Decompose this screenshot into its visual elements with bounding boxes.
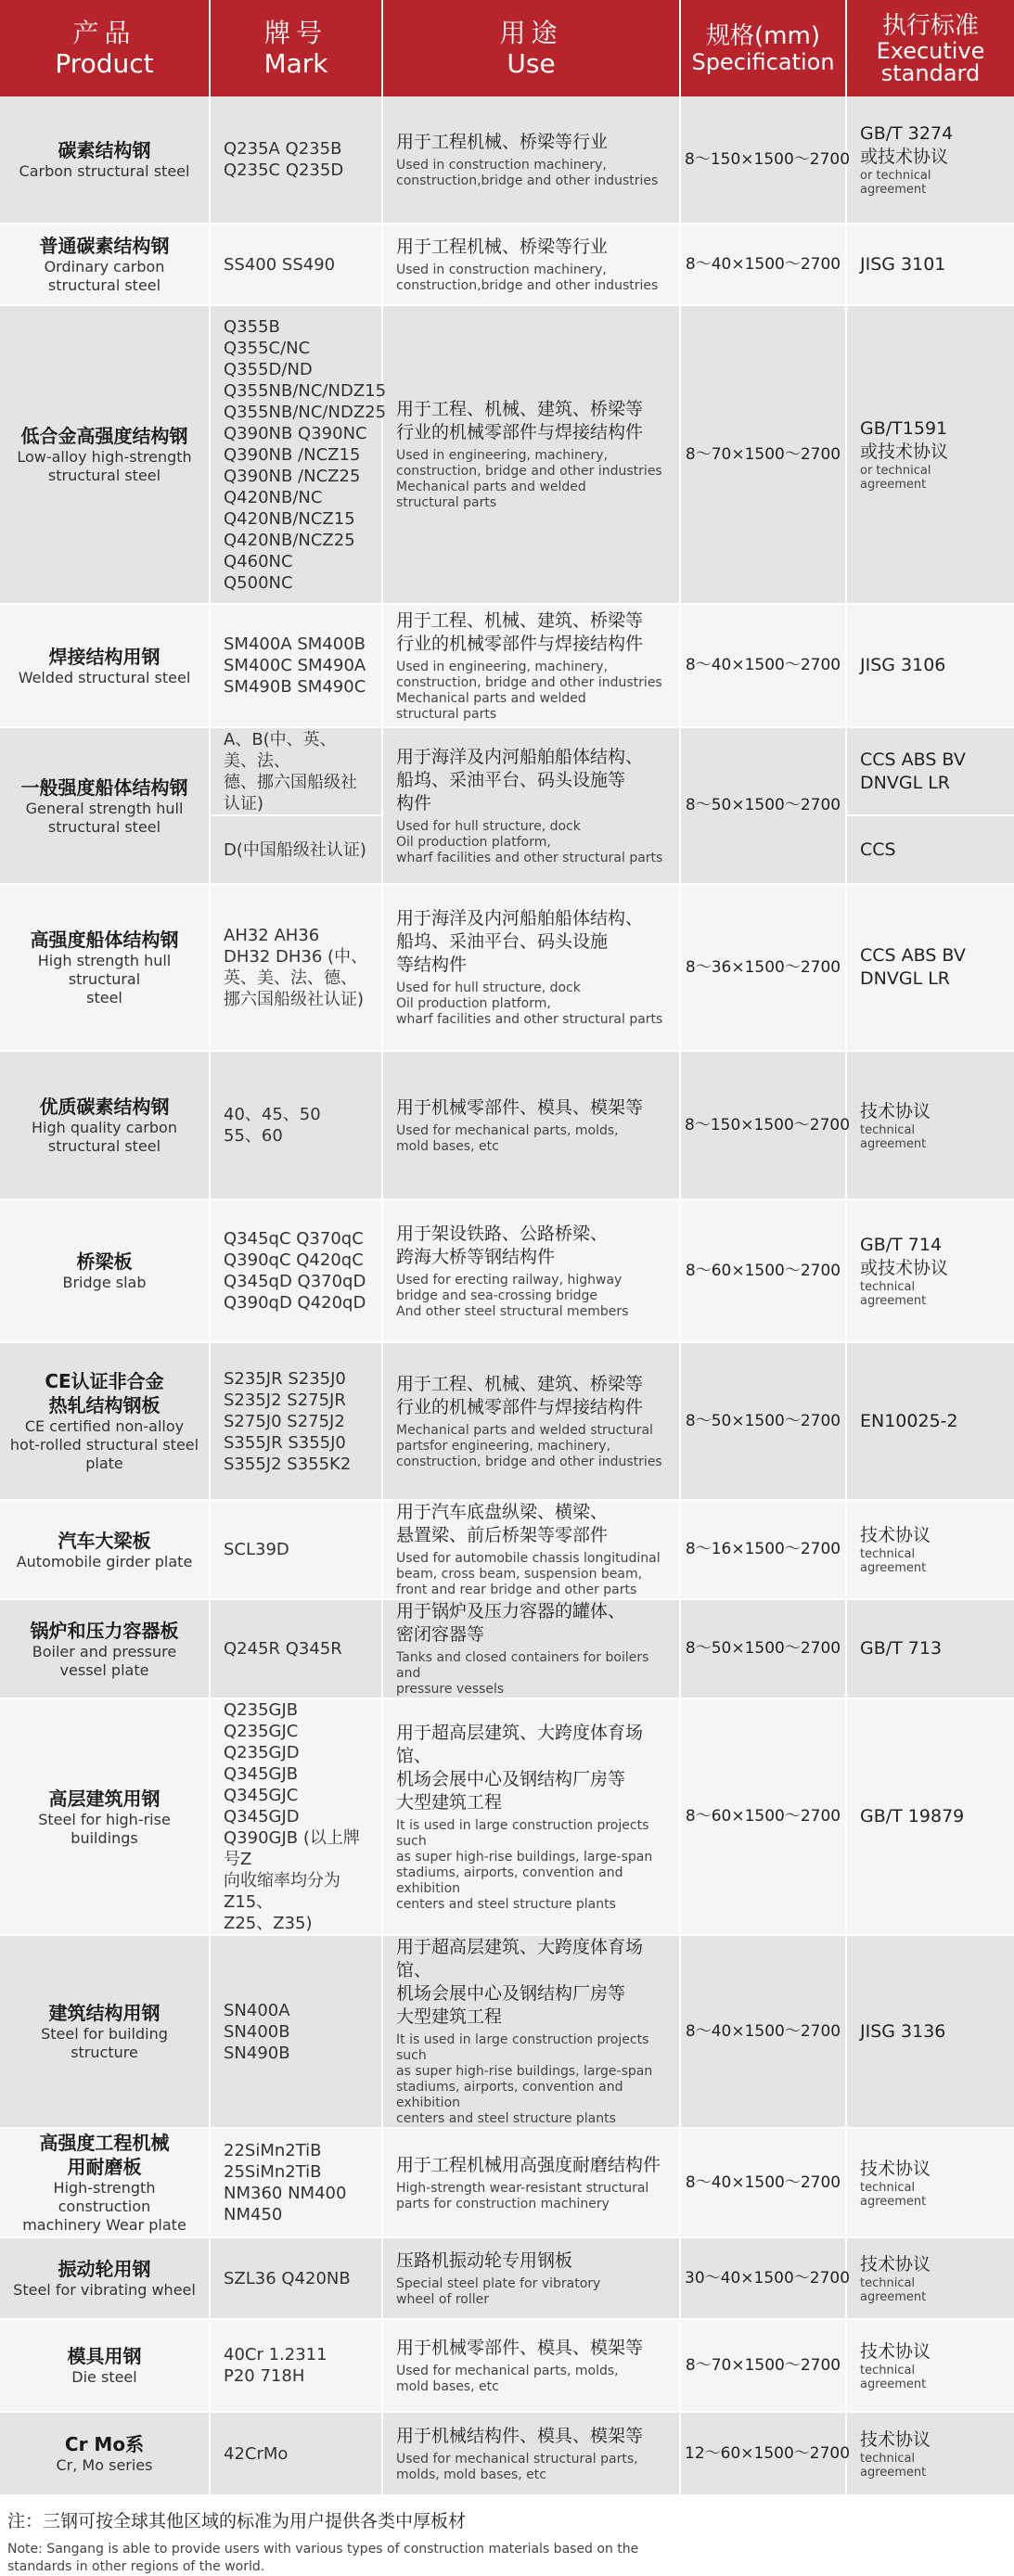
use-en: It is used in large construction projects such as super high-rise buildings, large-span stadiums, airports, convention and exhibition centers and steel structure plants bbox=[396, 1817, 653, 1912]
mark-cell: 42CrMo bbox=[210, 2412, 382, 2495]
product-name-en: Bridge slab bbox=[62, 1274, 147, 1291]
mark-cell: Q345qC Q370qC Q390qC Q420qC Q345qD Q370qD Q390qD Q420qD bbox=[210, 1199, 382, 1342]
product-name-en: Welded structural steel bbox=[18, 668, 191, 686]
use-en: Used for erecting railway, highway bridge and sea-crossing bridge And other steel structural members bbox=[396, 1272, 629, 1319]
standard-zh: 技术协议 bbox=[860, 1525, 931, 1545]
use-zh: 用于机械零部件、模具、模架等 bbox=[396, 1096, 644, 1118]
spec-cell: 8～70×1500～2700 bbox=[680, 2319, 846, 2412]
use-en: Used in engineering, machinery, construction, bridge and other industries Mechanical parts and welded structural parts bbox=[396, 659, 662, 722]
product-cell bbox=[0, 884, 210, 1051]
product-cell bbox=[0, 224, 210, 305]
mark-cell: 40、45、50 55、60 bbox=[210, 1051, 382, 1199]
spec-cell: 8～50×1500～2700 bbox=[680, 1599, 846, 1698]
header-product: 产品 Product bbox=[0, 0, 210, 96]
use-zh: 用于工程、机械、建筑、桥梁等 行业的机械零部件与焊接结构件 bbox=[396, 609, 644, 654]
spec-cell: 8～60×1500～2700 bbox=[680, 1199, 846, 1342]
use-zh: 用于工程、机械、建筑、桥梁等 行业的机械零部件与焊接结构件 bbox=[396, 399, 644, 442]
product-cell bbox=[0, 604, 210, 727]
product-name-zh: 一般强度船体结构钢 bbox=[20, 775, 188, 799]
use-en: Used in engineering, machinery, construction, bridge and other industries Mechanical parts and welded structural parts bbox=[396, 448, 662, 510]
product-name-zh: 高层建筑用钢 bbox=[48, 1787, 160, 1810]
spec-cell: 8～40×1500～2700 bbox=[680, 604, 846, 727]
use-zh: 用于海洋及内河船舶船体结构、 船坞、采油平台、码头设施 等结构件 bbox=[396, 908, 644, 975]
standard-zh: CCS bbox=[860, 839, 896, 860]
product-name-en: Ordinary carbon structural steel bbox=[44, 258, 165, 294]
spec-cell: 8～36×1500～2700 bbox=[680, 884, 846, 1051]
standard-cell bbox=[846, 727, 1014, 815]
spec-cell: 12～60×1500～2700 bbox=[680, 2412, 846, 2495]
product-cell bbox=[0, 1342, 210, 1500]
product-name-en: High strength hull structural steel bbox=[37, 952, 172, 1006]
use-cell bbox=[382, 1500, 680, 1599]
standard-cell bbox=[846, 224, 1014, 305]
use-en: Used for automobile chassis longitudinal beam, cross beam, suspension beam, front and rear bridge and other parts bbox=[396, 1551, 661, 1597]
product-cell bbox=[0, 2128, 210, 2237]
mark-cell: Q355B Q355C/NC Q355D/ND Q355NB/NC/NDZ15 Q355NB/NC/NDZ25 Q390NB Q390NC Q390NB /NCZ15 Q390NB /NCZ25 Q420NB/NC Q420NB/NCZ15 Q420NB/NCZ25 Q460NC Q500NC bbox=[210, 305, 382, 604]
use-zh: 用于超高层建筑、大跨度体育场馆、 机场会展中心及钢结构厂房等 大型建筑工程 bbox=[396, 1722, 644, 1813]
standard-zh: GB/T 714 或技术协议 bbox=[860, 1235, 949, 1278]
spec-cell: 8～60×1500～2700 bbox=[680, 1698, 846, 1935]
use-cell bbox=[382, 727, 680, 884]
use-en: Tanks and closed containers for boilers and pressure vessels bbox=[396, 1650, 649, 1697]
use-cell bbox=[382, 224, 680, 305]
table-row bbox=[0, 2319, 1014, 2412]
standard-zh: JISG 3136 bbox=[860, 2020, 946, 2042]
product-name-en: Steel for building structure bbox=[41, 2025, 168, 2061]
footnote-en: Note: Sangang is able to provide users with various types of construction materials based on the standards in other regions of the world. bbox=[7, 2542, 639, 2574]
spec-cell: 8～150×1500～2700 bbox=[680, 1051, 846, 1199]
spec-cell: 8～70×1500～2700 bbox=[680, 305, 846, 604]
product-cell bbox=[0, 305, 210, 604]
spec-cell: 8～40×1500～2700 bbox=[680, 224, 846, 305]
standard-zh: EN10025-2 bbox=[860, 1410, 958, 1431]
header-use: 用途 Use bbox=[382, 0, 680, 96]
use-cell bbox=[382, 96, 680, 224]
use-zh: 用于架设铁路、公路桥梁、 跨海大桥等钢结构件 bbox=[396, 1223, 609, 1267]
use-cell bbox=[382, 1051, 680, 1199]
standard-cell bbox=[846, 2237, 1014, 2319]
standard-cell bbox=[846, 1051, 1014, 1199]
product-name-zh: 普通碳素结构钢 bbox=[39, 235, 170, 257]
table-row bbox=[0, 2128, 1014, 2237]
standard-cell bbox=[846, 1500, 1014, 1599]
product-name-zh: 建筑结构用钢 bbox=[48, 2002, 160, 2024]
product-name-zh: 模具用钢 bbox=[67, 2345, 142, 2367]
standard-cell bbox=[846, 96, 1014, 224]
product-name-zh: CE认证非合金 热轧结构钢板 bbox=[45, 1370, 164, 1416]
table-row bbox=[0, 1199, 1014, 1342]
product-name-zh: 高强度船体结构钢 bbox=[30, 929, 179, 951]
standard-zh: JISG 3106 bbox=[860, 655, 946, 675]
standard-cell bbox=[846, 2412, 1014, 2495]
standard-zh: 技术协议 bbox=[860, 2253, 931, 2275]
standard-en: technical agreement bbox=[860, 2451, 927, 2480]
mark-cell: S235JR S235J0 S235J2 S275JR S275J0 S275J2 S355JR S355J0 S355J2 S355K2 bbox=[210, 1342, 382, 1500]
product-cell bbox=[0, 1935, 210, 2128]
footnote-zh: 注：三钢可按全球其他区域的标准为用户提供各类中厚板材 bbox=[7, 2511, 467, 2531]
use-en: Used in construction machinery, construction,bridge and other industries bbox=[396, 157, 659, 188]
product-name-en: Low-alloy high-strength structural steel bbox=[17, 448, 192, 484]
product-name-zh: Cr Mo系 bbox=[64, 2433, 145, 2455]
spec-cell: 8～50×1500～2700 bbox=[680, 1342, 846, 1500]
standard-zh: JISG 3101 bbox=[860, 253, 946, 275]
footnote bbox=[0, 2496, 1014, 2576]
use-cell bbox=[382, 1599, 680, 1698]
mark-cell: SCL39D bbox=[210, 1500, 382, 1599]
header-mark: 牌号 Mark bbox=[210, 0, 382, 96]
product-name-en: Die steel bbox=[71, 2368, 137, 2386]
standard-cell bbox=[846, 604, 1014, 727]
standard-en: or technical agreement bbox=[860, 464, 931, 492]
use-zh: 用于工程机械、桥梁等行业 bbox=[396, 131, 609, 152]
mark-cell: AH32 AH36 DH32 DH36 (中、 英、美、法、德、 挪六国船级社认证) bbox=[210, 884, 382, 1051]
table-row bbox=[0, 224, 1014, 305]
mark-cell: Q235A Q235B Q235C Q235D bbox=[210, 96, 382, 224]
use-zh: 用于机械零部件、模具、模架等 bbox=[396, 2337, 644, 2358]
standard-zh: GB/T 19879 bbox=[860, 1806, 965, 1826]
spec-cell: 30～40×1500～2700 bbox=[680, 2237, 846, 2319]
product-name-zh: 高强度工程机械 用耐磨板 bbox=[39, 2132, 170, 2178]
product-cell bbox=[0, 1599, 210, 1698]
product-cell bbox=[0, 2319, 210, 2412]
product-name-en: High-strength construction machinery Wear plate bbox=[22, 2179, 186, 2234]
standard-zh: GB/T1591 或技术协议 bbox=[860, 418, 949, 462]
product-cell bbox=[0, 1051, 210, 1199]
standard-cell bbox=[846, 2319, 1014, 2412]
product-name-en: Cr, Mo series bbox=[56, 2456, 153, 2474]
standard-zh: GB/T 713 bbox=[860, 1638, 943, 1659]
product-cell bbox=[0, 96, 210, 224]
spec-cell: 8～40×1500～2700 bbox=[680, 1935, 846, 2128]
product-name-en: CE certified non-alloy hot-rolled structural steel plate bbox=[9, 1417, 199, 1472]
mark-cell: 22SiMn2TiB 25SiMn2TiB NM360 NM400 NM450 bbox=[210, 2128, 382, 2237]
product-name-zh: 碳素结构钢 bbox=[58, 139, 151, 161]
mark-cell: D(中国船级社认证) bbox=[210, 815, 382, 884]
mark-cell: Q235GJB Q235GJC Q235GJD Q345GJB Q345GJC Q345GJD Q390GJB (以上牌号Z 向收缩率均分为Z15、 Z25、Z35) bbox=[210, 1698, 382, 1935]
standard-zh: CCS ABS BV DNVGL LR bbox=[860, 945, 966, 989]
product-name-zh: 汽车大梁板 bbox=[58, 1529, 151, 1552]
use-cell bbox=[382, 2319, 680, 2412]
use-zh: 用于工程机械用高强度耐磨结构件 bbox=[396, 2154, 661, 2175]
product-name-zh: 锅炉和压力容器板 bbox=[30, 1619, 179, 1642]
table-row bbox=[0, 1051, 1014, 1199]
product-name-en: Automobile girder plate bbox=[16, 1552, 193, 1570]
product-cell bbox=[0, 1199, 210, 1342]
table-row bbox=[0, 305, 1014, 604]
standard-cell bbox=[846, 305, 1014, 604]
use-cell bbox=[382, 2412, 680, 2495]
use-zh: 用于工程机械、桥梁等行业 bbox=[396, 236, 609, 257]
product-cell bbox=[0, 727, 210, 884]
mark-cell: SM400A SM400B SM400C SM490A SM490B SM490C bbox=[210, 604, 382, 727]
standard-cell bbox=[846, 1199, 1014, 1342]
use-cell bbox=[382, 2128, 680, 2237]
standard-cell bbox=[846, 884, 1014, 1051]
table-row bbox=[0, 1342, 1014, 1500]
header-standard: 执行标准 Executive standard bbox=[846, 0, 1014, 96]
product-name-zh: 桥梁板 bbox=[76, 1250, 133, 1273]
spec-cell: 8～16×1500～2700 bbox=[680, 1500, 846, 1599]
product-name-en: Steel for vibrating wheel bbox=[13, 2281, 196, 2299]
product-cell bbox=[0, 2237, 210, 2319]
use-zh: 用于机械结构件、模具、模架等 bbox=[396, 2425, 644, 2446]
use-cell bbox=[382, 1698, 680, 1935]
use-cell bbox=[382, 2237, 680, 2319]
table-row bbox=[0, 2237, 1014, 2319]
standard-cell bbox=[846, 2128, 1014, 2237]
standard-cell bbox=[846, 1599, 1014, 1698]
product-name-zh: 振动轮用钢 bbox=[58, 2258, 151, 2280]
standard-en: technical agreement bbox=[860, 2180, 927, 2209]
standard-zh: 技术协议 bbox=[860, 2429, 931, 2450]
standard-cell bbox=[846, 1935, 1014, 2128]
use-zh: 用于海洋及内河船舶船体结构、 船坞、采油平台、码头设施等 构件 bbox=[396, 746, 644, 814]
product-name-zh: 低合金高强度结构钢 bbox=[20, 425, 188, 447]
product-cell bbox=[0, 1500, 210, 1599]
standard-en: technical agreement bbox=[860, 1122, 927, 1151]
use-en: Used for hull structure, dock Oil production platform, wharf facilities and other structural parts bbox=[396, 818, 663, 865]
product-name-en: Steel for high-rise buildings bbox=[38, 1810, 171, 1847]
header-specification: 规格(mm) Specification bbox=[680, 0, 846, 96]
mark-cell: 40Cr 1.2311 P20 718H bbox=[210, 2319, 382, 2412]
table-row bbox=[0, 1599, 1014, 1698]
standard-cell bbox=[846, 815, 1014, 884]
use-cell bbox=[382, 1935, 680, 2128]
standard-zh: CCS ABS BV DNVGL LR bbox=[860, 749, 966, 793]
mark-cell: A、B(中、英、美、法、 德、挪六国船级社认证) bbox=[210, 727, 382, 815]
use-en: Mechanical parts and welded structural partsfor engineering, machinery, construction, bridge and other industries bbox=[396, 1422, 662, 1469]
table-row bbox=[0, 727, 1014, 815]
standard-zh: 技术协议 bbox=[860, 1100, 931, 1121]
table-row bbox=[0, 1935, 1014, 2128]
standard-en: technical agreement bbox=[860, 2275, 927, 2304]
standard-zh: 技术协议 bbox=[860, 2340, 931, 2362]
mark-cell: SZL36 Q420NB bbox=[210, 2237, 382, 2319]
product-name-en: Boiler and pressure vessel plate bbox=[32, 1642, 177, 1679]
use-en: Used for mechanical structural parts, molds, mold bases, etc bbox=[396, 2451, 638, 2482]
table-row bbox=[0, 604, 1014, 727]
use-cell bbox=[382, 305, 680, 604]
standard-en: technical agreement bbox=[860, 2363, 927, 2391]
table-row bbox=[0, 1500, 1014, 1599]
product-name-en: High quality carbon structural steel bbox=[32, 1119, 177, 1155]
mark-cell: Q245R Q345R bbox=[210, 1599, 382, 1698]
use-zh: 用于工程、机械、建筑、桥梁等 行业的机械零部件与焊接结构件 bbox=[396, 1373, 644, 1417]
spec-cell: 8～50×1500～2700 bbox=[680, 727, 846, 884]
use-cell bbox=[382, 884, 680, 1051]
use-en: Used for hull structure, dock Oil production platform, wharf facilities and other structural parts bbox=[396, 980, 663, 1027]
use-cell bbox=[382, 1342, 680, 1500]
table-row bbox=[0, 884, 1014, 1051]
use-en: It is used in large construction projects such as super high-rise buildings, large-span stadiums, airports, convention and exhibition centers and steel structure plants bbox=[396, 2032, 653, 2126]
standard-zh: 技术协议 bbox=[860, 2158, 931, 2179]
product-cell bbox=[0, 2412, 210, 2495]
table-row bbox=[0, 96, 1014, 224]
use-en: High-strength wear-resistant structural parts for construction machinery bbox=[396, 2180, 649, 2211]
use-cell bbox=[382, 604, 680, 727]
standard-cell bbox=[846, 1342, 1014, 1500]
product-name-en: General strength hull structural steel bbox=[25, 799, 184, 836]
standard-en: technical agreement bbox=[860, 1280, 927, 1308]
table-header bbox=[0, 0, 1014, 96]
standard-cell bbox=[846, 1698, 1014, 1935]
product-name-zh: 焊接结构用钢 bbox=[48, 645, 160, 668]
use-zh: 用于锅炉及压力容器的罐体、 密闭容器等 bbox=[396, 1601, 626, 1645]
use-en: Used in construction machinery, construction,bridge and other industries bbox=[396, 262, 659, 293]
use-zh: 压路机振动轮专用钢板 bbox=[396, 2249, 573, 2271]
table-row bbox=[0, 1698, 1014, 1935]
product-name-en: Carbon structural steel bbox=[19, 162, 190, 180]
table-row bbox=[0, 2412, 1014, 2495]
use-en: Special steel plate for vibratory wheel of roller bbox=[396, 2275, 601, 2307]
use-en: Used for mechanical parts, molds, mold bases, etc bbox=[396, 2363, 619, 2394]
use-cell bbox=[382, 1199, 680, 1342]
spec-cell: 8～40×1500～2700 bbox=[680, 2128, 846, 2237]
standard-zh: GB/T 3274 或技术协议 bbox=[860, 123, 954, 167]
standard-en: technical agreement bbox=[860, 1547, 927, 1575]
use-zh: 用于超高层建筑、大跨度体育场馆、 机场会展中心及钢结构厂房等 大型建筑工程 bbox=[396, 1937, 644, 2027]
use-zh: 用于汽车底盘纵梁、横梁、 悬置梁、前后桥架等零部件 bbox=[396, 1502, 609, 1545]
use-en: Used for mechanical parts, molds, mold bases, etc bbox=[396, 1122, 619, 1154]
mark-cell: SS400 SS490 bbox=[210, 224, 382, 305]
mark-cell: SN400A SN400B SN490B bbox=[210, 1935, 382, 2128]
product-cell bbox=[0, 1698, 210, 1935]
spec-cell: 8～150×1500～2700 bbox=[680, 96, 846, 224]
product-name-zh: 优质碳素结构钢 bbox=[39, 1096, 170, 1118]
standard-en: or technical agreement bbox=[860, 169, 931, 197]
